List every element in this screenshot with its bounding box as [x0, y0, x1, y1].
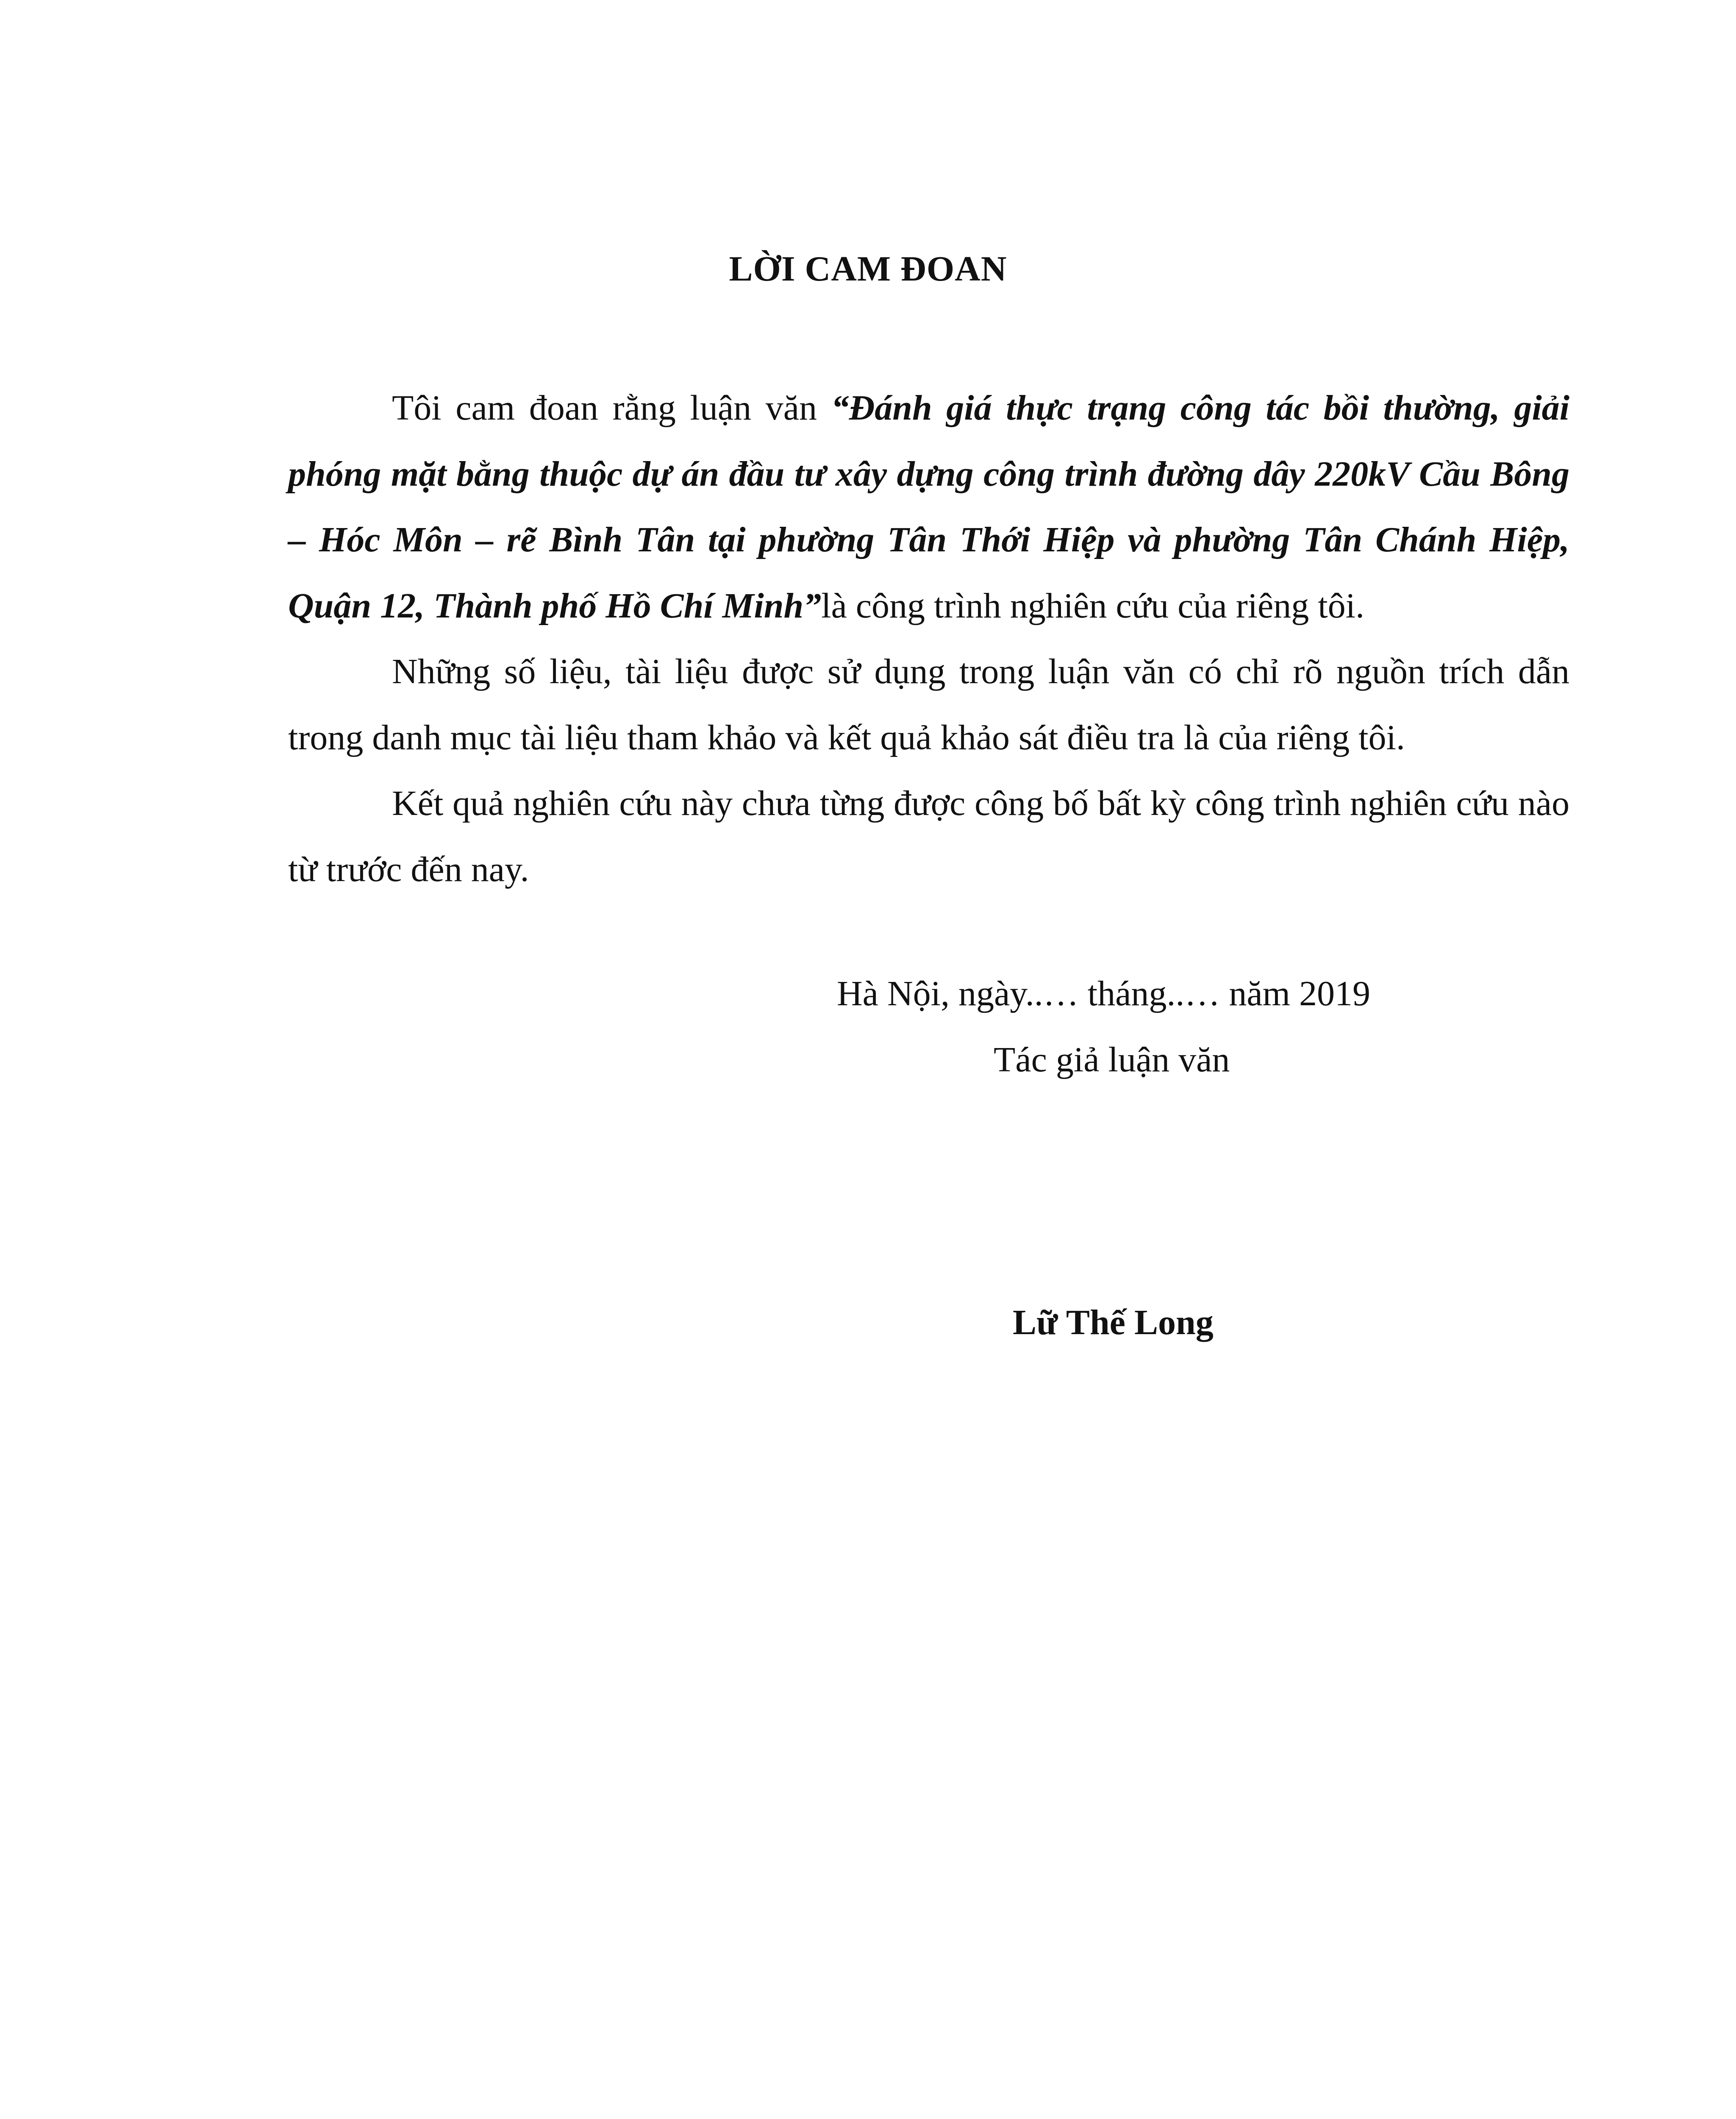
page-heading: LỜI CAM ĐOAN: [729, 249, 1007, 289]
declaration-paragraph-1: [288, 375, 1569, 639]
declaration-body: [288, 375, 1569, 902]
author-role-label: Tác giả luận văn: [994, 1040, 1230, 1079]
place-date-line: Hà Nội, ngày..… tháng..… năm 2019: [837, 974, 1371, 1013]
paragraph-1-tail: là công trình nghiên cứu của riêng tôi.: [821, 586, 1364, 626]
paragraph-1-lead: Tôi cam đoan rằng luận văn: [392, 388, 831, 428]
declaration-paragraph-3: Kết quả nghiên cứu này chưa từng được công bố bất kỳ công trình nghiên cứu nào từ trước đến nay.: [288, 784, 1569, 889]
thesis-title-reference: “Đánh giá thực trạng công tác bồi thường, giải phóng mặt bằng thuộc dự án đầu tư xây dựng công trình đường dây 220kV Cầu Bông – Hóc Môn – rẽ Bình Tân tại phường Tân Thới Hiệp và phường Tân Chánh Hiệp, Quận 12, Thành phố Hồ Chí Minh”: [288, 388, 1569, 626]
author-name: Lữ Thế Long: [1013, 1303, 1214, 1342]
declaration-paragraph-2: Những số liệu, tài liệu được sử dụng trong luận văn có chỉ rõ nguồn trích dẫn trong danh mục tài liệu tham khảo và kết quả khảo sát điều tra là của riêng tôi.: [288, 652, 1569, 757]
